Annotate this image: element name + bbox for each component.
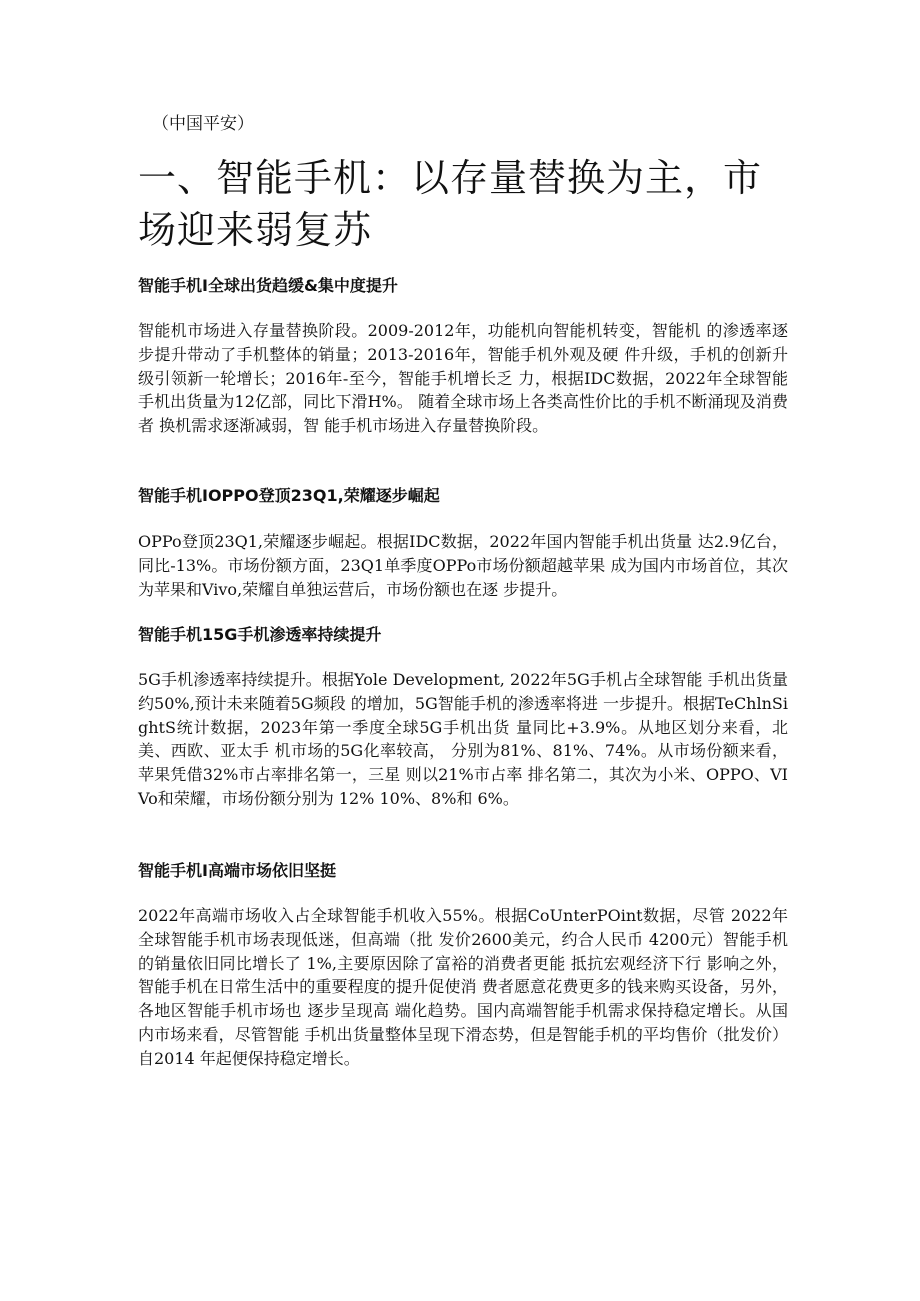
section-heading-global-shipments: 智能手机I全球出货趋缓&集中度提升 <box>138 276 398 295</box>
paragraph-high-end-market: 2022年高端市场收入占全球智能手机收入55%。根据CoUnterPOint数据，尽管 2022年全球智能手机市场表现低迷，但高端（批 发价2600美元，约合人民币 4200元）智能手机的销量依旧同比增长了 1%,主要原因除了富裕的消费者更能 抵抗宏观经济下行 影响之外，智能手机在日常生活中的重要程度的提升促使消 费者愿意花费更多的钱来购买设备，另外，各地区智能手机市场也 逐步呈现高 端化趋势。国内高端智能手机需求保持稳定增长。从国内市场来看，尽管智能 手机出货量整体呈现下滑态势，但是智能手机的平均售价（批发价）自2014 年起便保持稳定增长。 <box>138 906 788 1068</box>
paragraph-global-shipments: 智能机市场进入存量替换阶段。2009-2012年，功能机向智能机转变，智能机 的渗透率逐步提升带动了手机整体的销量；2013-2016年，智能手机外观及硬 件升级，手机的创新升级引领新一轮增长；2016年-至今，智能手机增长乏 力，根据IDC数据，2022年全球智能手机出货量为12亿部，同比下滑H%。 随着全球市场上各类高性价比的手机不断涌现及消费者 换机需求逐渐减弱，智 能手机市场进入存量替换阶段。 <box>138 321 788 436</box>
paragraph-oppo-honor: OPPo登顶23Q1,荣耀逐步崛起。根据IDC数据，2022年国内智能手机出货量 达2.9亿台，同比-13%。市场份额方面，23Q1单季度OPPo市场份额超越苹果 成为国内市场首位，其次为苹果和Vivo,荣耀自单独运营后，市场份额也在逐 步提升。 <box>138 532 788 599</box>
section-heading-oppo-honor: 智能手机IOPPO登顶23Q1,荣耀逐步崛起 <box>138 486 440 505</box>
paragraph-5g-penetration: 5G手机渗透率持续提升。根据Yole Development, 2022年5G手机占全球智能 手机出货量约50%,预计未来随着5G频段 的增加，5G智能手机的渗透率将进 一步提升。根据TeChlnSightS统计数据，2023年第一季度全球5G手机出货 量同比+3.9%。从地区划分来看，北美、西欧、亚太手 机市场的5G化率较高， 分别为81%、81%、74%。从市场份额来看，苹果凭借32%市占率排名第一，三星 则以21%市占率 排名第二，其次为小米、OPPO、VIVo和荣耀，市场份额分别为 12% 10%、8%和 6%。 <box>138 670 788 808</box>
source-note: （中国平安） <box>152 114 254 134</box>
page-title: 一、智能手机：以存量替换为主，市场迎来弱复苏 <box>138 156 763 252</box>
section-heading-high-end-market: 智能手机I高端市场依旧坚挺 <box>138 861 336 880</box>
section-heading-5g-penetration: 智能手机15G手机渗透率持续提升 <box>138 625 382 644</box>
